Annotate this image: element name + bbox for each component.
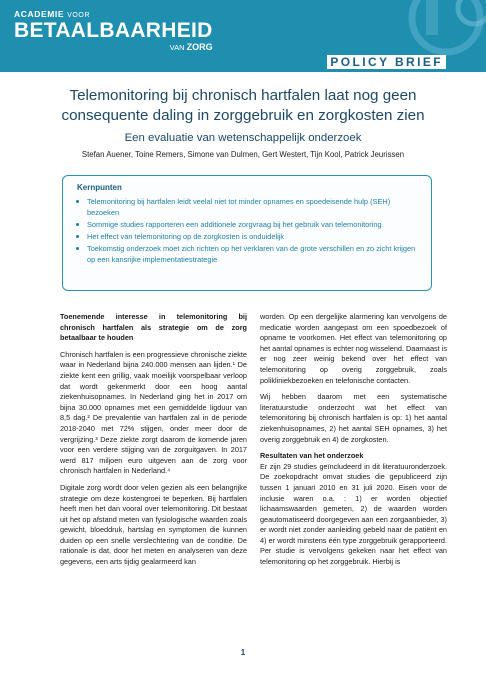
key-point-item: Telemonitoring bij hartfalen leidt veelal niet tot minder opnames en spoedeisende hulp (SEH) bezoeken: [73, 196, 421, 218]
key-points-list: [73, 196, 421, 266]
header-banner: [0, 0, 486, 72]
bullet-icon: [76, 247, 79, 250]
key-points-title: Kernpunten: [77, 183, 122, 192]
bullet-icon: [76, 200, 79, 203]
paragraph: Chronisch hartfalen is een progressieve chronische ziekte waar in Nederland bijna 240.000 mensen aan lijden.¹ De ziekte kent een grillig, vaak moeilijk voorspelbaar verloop dat wordt gekenmerkt door een hoog aantal ziekenhuisopnames. In Nederland ging het in 2017 om bijna 30.000 opnames met een gemiddelde ligduur van 8,5 dag.² De prevalentie van hartfalen zal in de periode 2018-2040 met 72% stijgen, onder meer door de vergrijzing.³ Deze ziekte zorgt daarom de komende jaren voor een verdere stijging van de zorguitgaven. In 2017 werd 817 miljoen euro uitgeven aan de zorg voor chronisch hartfalen in Nederland.⁴: [60, 349, 247, 476]
paragraph: Wij hebben daarom met een systematische literatuurstudie onderzocht wat het effect van telemonitoring bij chronisch hartfalen is op: 1) het aantal ziekenhuisopnames, 2) het aantal SEH opnames, 3) het overig zorggebruik en 4) de zorgkosten.: [260, 392, 447, 444]
bullet-icon: [76, 235, 79, 238]
paragraph: Digitale zorg wordt door velen gezien als een belangrijke strategie om deze kostengroei te beperken. Bij hartfalen heeft men het dan vooral over telemonitoring. Dit bestaat uit het op afstand meten van fysiologische waarden zoals gewicht, bloeddruk, hartslag en symptomen die kunnen duiden op een snelle verslechtering van de conditie. De rationale is dat, door het meten en analyseren van deze gegevens, een arts tijdig gealarmeerd kan: [60, 482, 247, 567]
key-point-item: Sommige studies rapporteren een additionele zorgvraag bij het gebruik van telemonitoring: [73, 219, 421, 230]
key-point-item: Toekomstig onderzoek moet zich richten op het verklaren van de grote verschillen en zo zicht krijgen op een kansrijke implementatiestrategie: [73, 243, 421, 265]
document-title: Telemonitoring bij chronisch hartfalen laat nog geen consequente daling in zorggebruik en zorgkosten zien: [61, 87, 425, 124]
brand-logo: ACADEMIE VOOR BETAALBAARHEID VAN ZORG: [14, 9, 213, 52]
policy-brief-badge: POLICY BRIEF: [327, 55, 446, 69]
paragraph: worden. Op een dergelijke alarmering kan vervolgens de medicatie worden aangepast om een spoedbezoek of opname te voorkomen. Het effect van telemonitoring op het aantal opnames is echter nog wisselend. Daarnaast is er nog zeer weinig bekend over het effect van telemonitoring op overig zorggebruik, zoals polikliniekbezoeken en telefonische contacten.: [260, 312, 447, 385]
bullet-icon: [76, 223, 79, 226]
paragraph: Er zijn 29 studies geïncludeerd in dit literatuuronderzoek. De zoekopdracht omvat studies die gepubliceerd zijn tussen 1 januari 2010 en 31 juli 2020. Eisen voor de inclusie waren o.a. : 1) er worden objectief lichaamswaarden gemeten, 2) de waarden worden geautomatiseerd doorgegeven aan een zorgaanbieder, 3) er wordt niet zonder aanleiding gebeld naar de patiënt en 4) er wordt minstens één type zorggebruik gerapporteerd. Per studie is vervolgens gekeken naar het effect van telemonitoring op het zorggebruik. Hierbij is: [260, 461, 447, 567]
right-text-column: [260, 312, 447, 574]
left-text-column: [60, 312, 247, 574]
author-list: Stefan Auener, Toine Remers, Simone van Dulmen, Gert Westert, Tijn Kool, Patrick Jeurissen: [81, 150, 405, 159]
section-heading: Toenemende interesse in telemonitoring bij chronisch hartfalen als strategie om de zorg betaalbaar te houden: [60, 312, 247, 343]
document-subtitle: Een evaluatie van wetenschappelijk onderzoek: [124, 132, 362, 144]
key-point-item: Het effect van telemonitoring op de zorgkosten is onduidelijk: [73, 231, 421, 242]
section-heading: Resultaten van het onderzoek: [260, 451, 364, 461]
page-number: 1: [240, 648, 246, 657]
key-points-box: [62, 175, 432, 291]
